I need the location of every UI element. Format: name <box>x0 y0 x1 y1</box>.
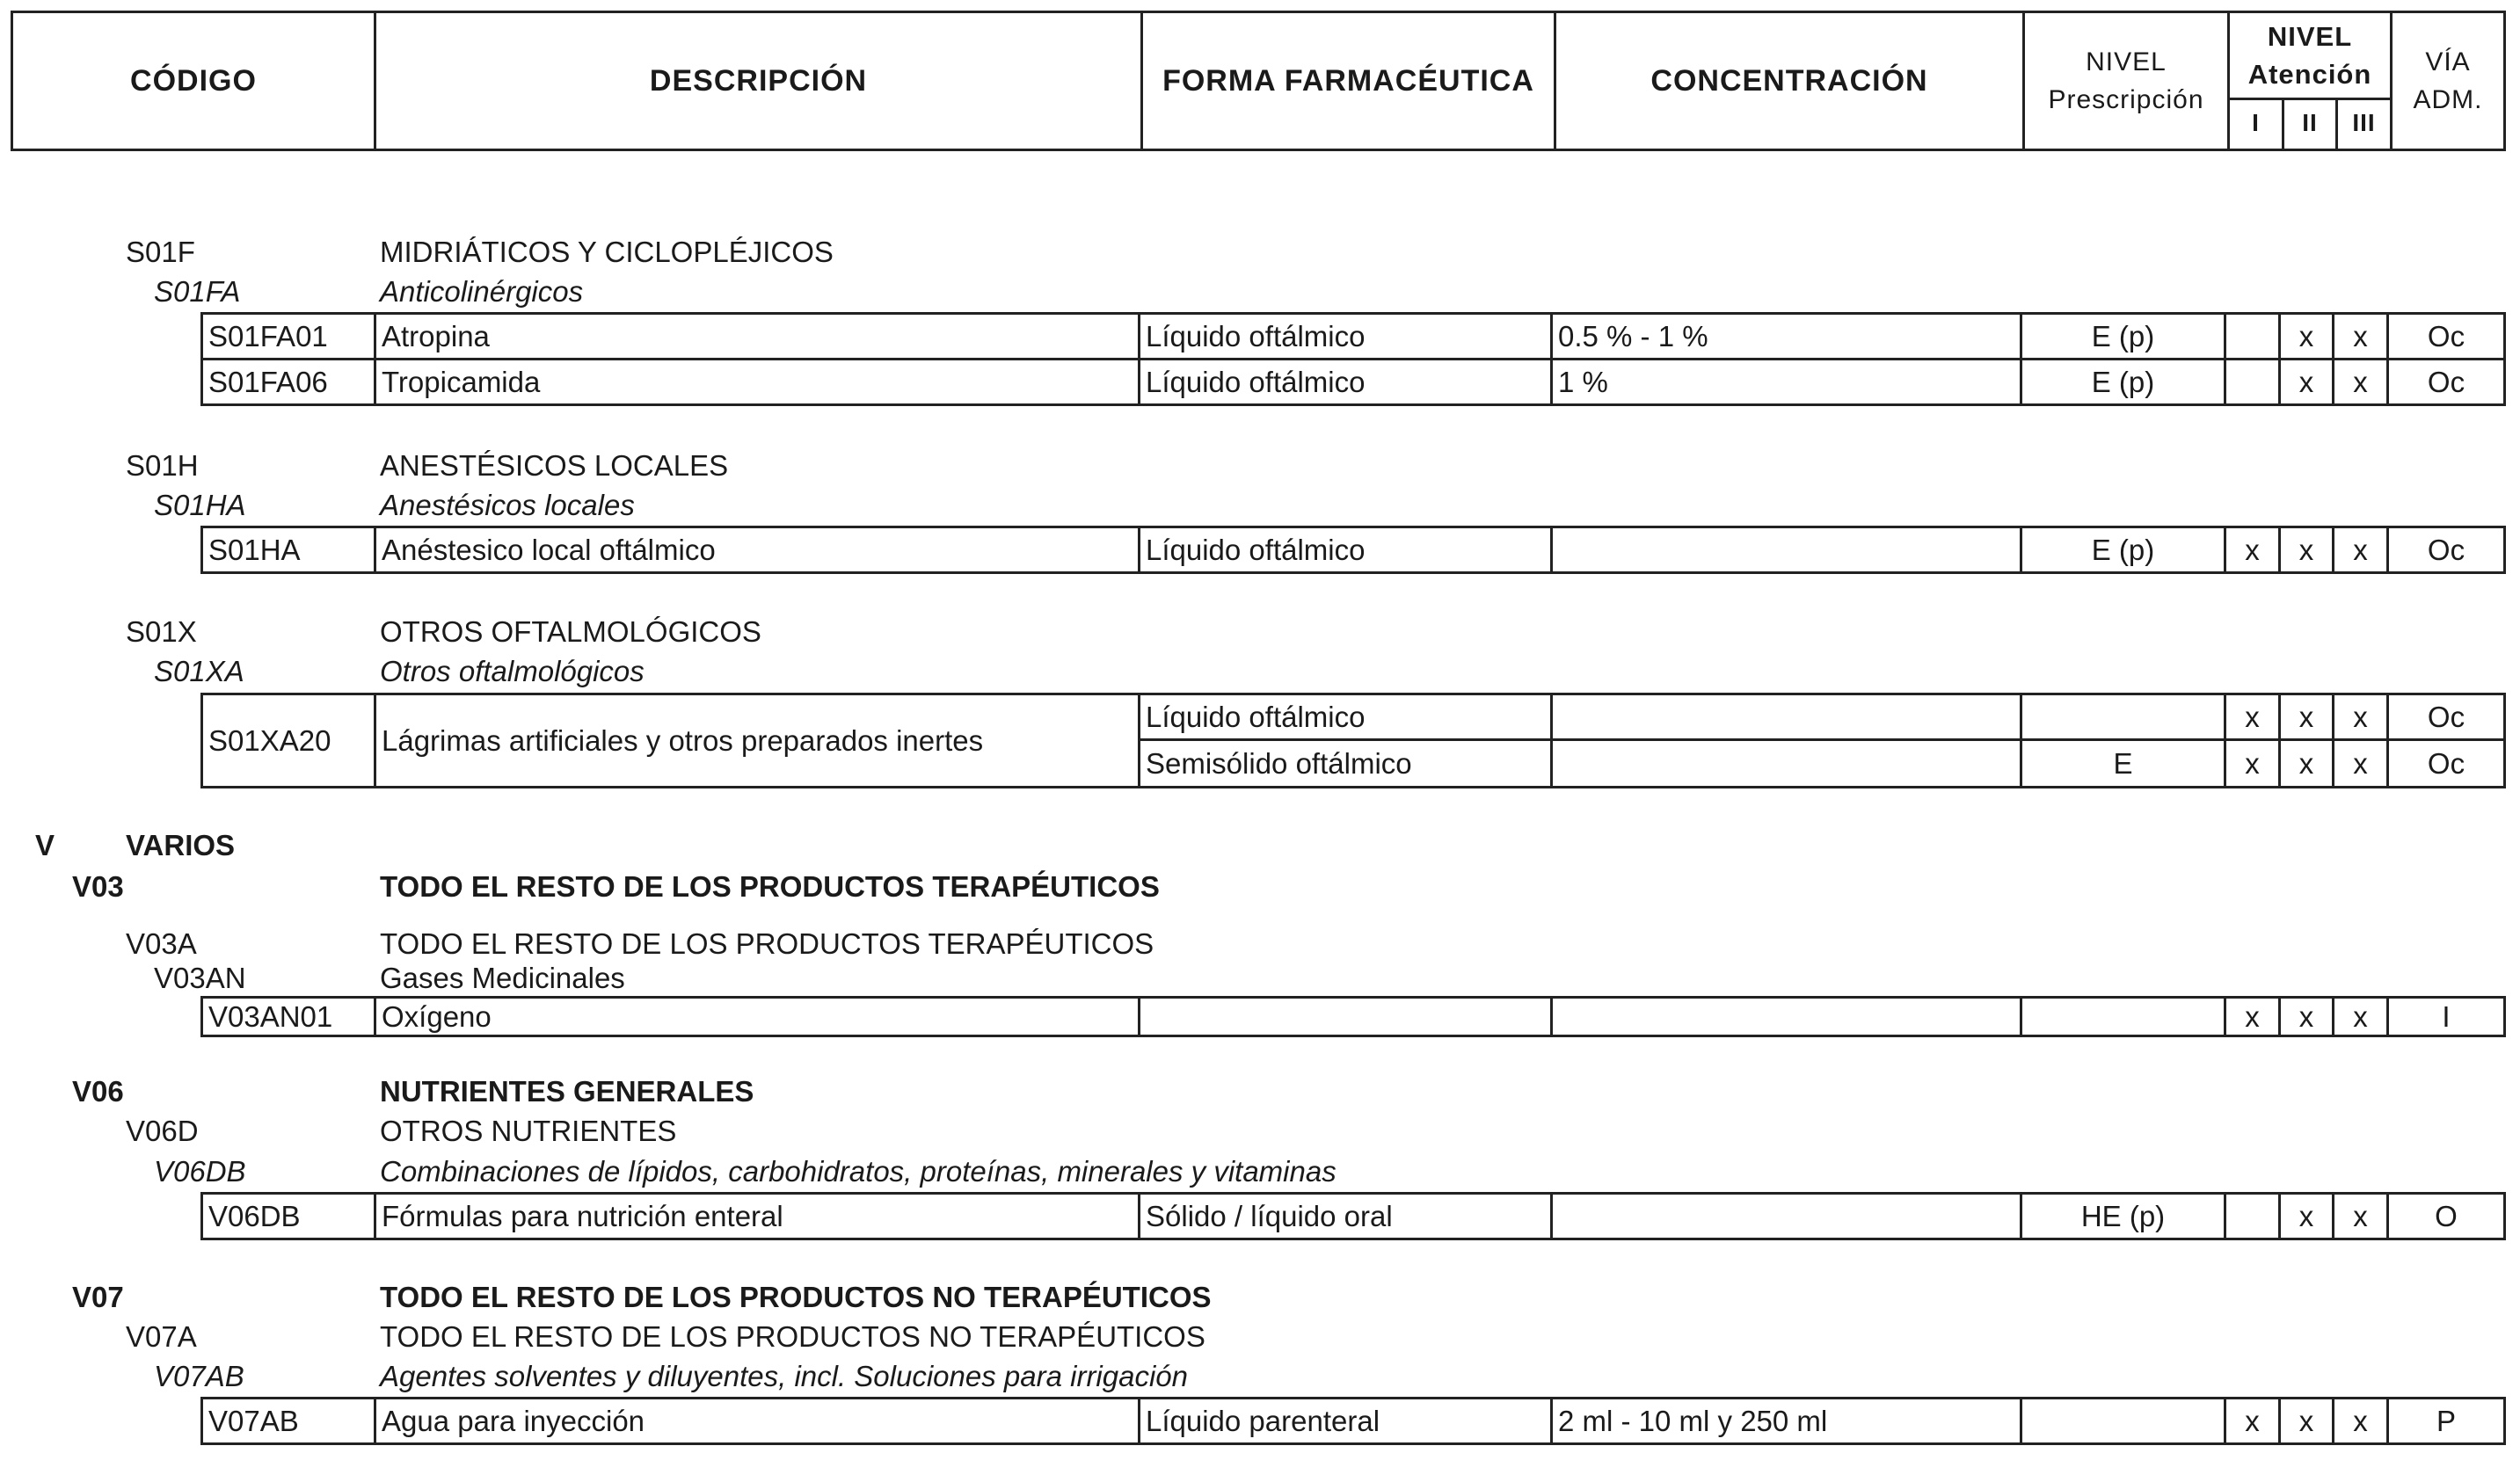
group-code: V03 <box>72 870 124 903</box>
cell-forma: Líquido oftálmico <box>1140 528 1553 571</box>
group-name: MIDRIÁTICOS Y CICLOPLÉJICOS <box>380 236 834 268</box>
cell-code: V06DB <box>203 1195 376 1238</box>
cell-at-iii: x <box>2334 1399 2389 1442</box>
cell-conc <box>1553 741 2022 786</box>
cell-code: S01FA06 <box>203 360 376 403</box>
cell-conc <box>1553 999 2022 1035</box>
cell-presc: E (p) <box>2022 315 2226 358</box>
cell-conc <box>1553 1195 2022 1238</box>
cell-desc: Lágrimas artificiales y otros preparados inertes <box>376 695 1140 786</box>
cell-presc <box>2022 695 2226 738</box>
header-via <box>2393 13 2503 149</box>
cell-at-i: x <box>2226 741 2281 786</box>
group-code: S01H <box>126 449 199 482</box>
cell-forma: Líquido parenteral <box>1140 1399 1553 1442</box>
cell-code: S01FA01 <box>203 315 376 358</box>
cell-conc <box>1553 695 2022 738</box>
subgroup-name: Anestésicos locales <box>380 489 635 521</box>
subgroup-name: Combinaciones de lípidos, carbohidratos, proteínas, minerales y vitaminas <box>380 1155 1336 1188</box>
cell-at-i: x <box>2226 528 2281 571</box>
header-at-ii: II <box>2284 98 2338 149</box>
header-nivel-prescripcion <box>2025 13 2230 149</box>
cell-code: V03AN01 <box>203 999 376 1035</box>
cell-at-i <box>2226 1195 2281 1238</box>
sub-row <box>1140 741 2503 786</box>
group-name: TODO EL RESTO DE LOS PRODUCTOS NO TERAPÉUTICOS <box>380 1281 1212 1313</box>
cell-forma: Líquido oftálmico <box>1140 695 1553 738</box>
cell-at-iii: x <box>2334 741 2389 786</box>
cell-via: Oc <box>2427 746 2465 780</box>
cell-conc: 1 % <box>1553 360 2022 403</box>
cell-via: O <box>2435 1199 2458 1232</box>
cell-at-iii: x <box>2334 695 2389 738</box>
table-row <box>200 312 2506 360</box>
cell-via: P <box>2436 1404 2456 1437</box>
cell-at-iii: x <box>2334 1195 2389 1238</box>
header-at-iii: III <box>2352 109 2376 136</box>
cell-presc: E (p) <box>2022 528 2226 571</box>
header-nivel-atencion-title <box>2230 13 2390 100</box>
group-name: TODO EL RESTO DE LOS PRODUCTOS NO TERAPÉUTICOS <box>380 1320 1205 1353</box>
cell-at-ii: x <box>2281 999 2334 1035</box>
header-adm-label: ADM. <box>2413 85 2483 114</box>
group-code: V07 <box>72 1281 124 1313</box>
cell-presc <box>2022 999 2226 1035</box>
cell-at-ii: x <box>2281 695 2334 738</box>
sub-row <box>1140 695 2503 741</box>
cell-presc: HE (p) <box>2022 1195 2226 1238</box>
table-row <box>200 693 2506 788</box>
cell-desc: Tropicamida <box>376 360 1140 403</box>
cell-via: I <box>2442 999 2451 1033</box>
cell-via: Oc <box>2427 533 2465 566</box>
header-nivel-atencion <box>2230 13 2393 149</box>
cell-conc: 0.5 % - 1 % <box>1553 315 2022 358</box>
group-name: OTROS OFTALMOLÓGICOS <box>380 615 761 648</box>
group-code: V06 <box>72 1075 124 1108</box>
table-row <box>200 1192 2506 1240</box>
header-atencion-label: Atención <box>2247 59 2372 90</box>
cell-desc: Agua para inyección <box>376 1399 1140 1442</box>
group-name: TODO EL RESTO DE LOS PRODUCTOS TERAPÉUTICOS <box>380 870 1160 903</box>
subgroup-code: S01HA <box>154 489 246 521</box>
table-row <box>200 1397 2506 1445</box>
subgroup-name: Agentes solventes y diluyentes, incl. Soluciones para irrigación <box>380 1360 1189 1392</box>
cell-at-ii: x <box>2281 360 2334 403</box>
cell-via: Oc <box>2427 319 2465 352</box>
cell-at-i: x <box>2226 1399 2281 1442</box>
table-row <box>200 996 2506 1037</box>
cell-at-ii: x <box>2281 1399 2334 1442</box>
cell-conc <box>1553 528 2022 571</box>
table-row <box>200 358 2506 406</box>
subgroup-code: V03AN <box>154 962 246 994</box>
cell-at-i <box>2226 315 2281 358</box>
header-prescripcion-label: Prescripción <box>2048 85 2204 114</box>
cell-forma: Sólido / líquido oral <box>1140 1195 1553 1238</box>
subgroup-name: Otros oftalmológicos <box>380 655 645 687</box>
cell-at-ii: x <box>2281 528 2334 571</box>
cell-at-iii: x <box>2334 528 2389 571</box>
subgroup-code: S01FA <box>154 275 241 308</box>
cell-forma: Semisólido oftálmico <box>1140 741 1553 786</box>
header-via-label: VÍA <box>2425 47 2471 76</box>
cell-code: S01HA <box>203 528 376 571</box>
cell-desc: Oxígeno <box>376 999 1140 1035</box>
header-nivel-label: NIVEL <box>2086 47 2167 76</box>
header-codigo: CÓDIGO <box>13 13 376 149</box>
cell-at-ii: x <box>2281 1195 2334 1238</box>
subgroup-name: Gases Medicinales <box>380 962 625 994</box>
group-name: OTROS NUTRIENTES <box>380 1115 677 1147</box>
cell-via: Oc <box>2427 365 2465 398</box>
cell-at-iii: x <box>2334 315 2389 358</box>
section-code: V <box>35 829 55 861</box>
subgroup-name: Anticolinérgicos <box>380 275 584 308</box>
header-forma: FORMA FARMACÉUTICA <box>1143 13 1556 149</box>
cell-presc: E <box>2022 741 2226 786</box>
header-concentracion: CONCENTRACIÓN <box>1556 13 2025 149</box>
cell-desc: Atropina <box>376 315 1140 358</box>
cell-desc: Fórmulas para nutrición enteral <box>376 1195 1140 1238</box>
cell-at-i <box>2226 360 2281 403</box>
cell-at-i: x <box>2226 999 2281 1035</box>
cell-at-i: x <box>2226 695 2281 738</box>
group-name: ANESTÉSICOS LOCALES <box>380 449 729 482</box>
cell-at-ii: x <box>2281 741 2334 786</box>
cell-code: S01XA20 <box>203 695 376 786</box>
cell-code: V07AB <box>203 1399 376 1442</box>
subgroup-code: V06DB <box>154 1155 246 1188</box>
group-name: NUTRIENTES GENERALES <box>380 1075 754 1108</box>
cell-at-ii: x <box>2281 315 2334 358</box>
cell-at-iii: x <box>2334 360 2389 403</box>
cell-forma: Líquido oftálmico <box>1140 315 1553 358</box>
group-name: TODO EL RESTO DE LOS PRODUCTOS TERAPÉUTICOS <box>380 927 1154 960</box>
cell-presc: E (p) <box>2022 360 2226 403</box>
cell-forma: Líquido oftálmico <box>1140 360 1553 403</box>
cell-at-iii: x <box>2334 999 2389 1035</box>
header-nivel-at-label: NIVEL <box>2267 20 2353 52</box>
subgroup-code: V07AB <box>154 1360 244 1392</box>
cell-forma <box>1140 999 1553 1035</box>
cell-desc: Anéstesico local oftálmico <box>376 528 1140 571</box>
group-code: S01X <box>126 615 197 648</box>
cell-via: Oc <box>2427 700 2465 733</box>
header-at-i: I <box>2230 98 2284 149</box>
table-row <box>200 526 2506 574</box>
header-descripcion: DESCRIPCIÓN <box>376 13 1143 149</box>
table-header <box>11 11 2506 151</box>
group-code: S01F <box>126 236 195 268</box>
group-code: V06D <box>126 1115 199 1147</box>
cell-conc: 2 ml - 10 ml y 250 ml <box>1553 1399 2022 1442</box>
section-name: VARIOS <box>126 829 236 861</box>
subgroup-code: S01XA <box>154 655 244 687</box>
cell-presc <box>2022 1399 2226 1442</box>
group-code: V07A <box>126 1320 197 1353</box>
group-code: V03A <box>126 927 197 960</box>
